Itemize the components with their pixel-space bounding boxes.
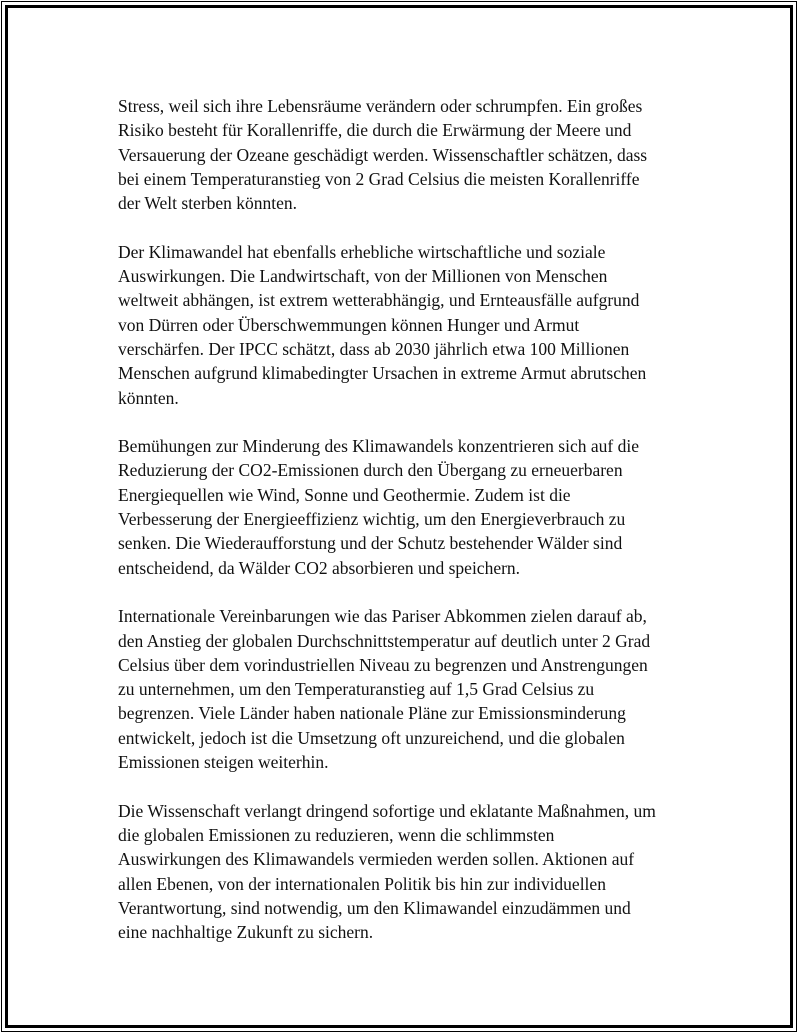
text-line: senken. Die Wiederaufforstung und der Schutz bestehender Wälder sind — [118, 533, 623, 554]
text-line: bei einem Temperaturanstieg von 2 Grad Celsius die meisten Korallenriffe — [118, 168, 640, 189]
paragraph-coral-reefs — [118, 94, 698, 215]
text-line: Bemühungen zur Minderung des Klimawandels konzentrieren sich auf die — [118, 436, 639, 457]
paragraph-call-to-action — [118, 799, 698, 945]
text-line: Emissionen steigen weiterhin. — [118, 752, 329, 773]
text-line: Celsius über dem vorindustriellen Niveau zu begrenzen und Anstrengungen — [118, 654, 648, 675]
text-line: Versauerung der Ozeane geschädigt werden. Wissenschaftler schätzen, dass — [118, 144, 648, 165]
paragraph-international-agreements — [118, 604, 698, 774]
text-line: begrenzen. Viele Länder haben nationale Pläne zur Emissionsminderung — [118, 703, 626, 724]
text-line: weltweit abhängen, ist extrem wetterabhängig, und Ernteausfälle aufgrund — [118, 290, 640, 311]
text-line: Risiko besteht für Korallenriffe, die durch die Erwärmung der Meere und — [118, 120, 632, 141]
paragraph-mitigation — [118, 434, 698, 580]
text-line: Energiequellen wie Wind, Sonne und Geothermie. Zudem ist die — [118, 484, 571, 505]
text-line: entscheidend, da Wälder CO2 absorbieren und speichern. — [118, 557, 521, 578]
text-line: Menschen aufgrund klimabedingter Ursachen in extreme Armut abrutschen — [118, 363, 647, 384]
text-line: Reduzierung der CO2-Emissionen durch den Übergang zu erneuerbaren — [118, 460, 623, 481]
paragraph-economic-impacts — [118, 240, 698, 410]
text-line: Auswirkungen. Die Landwirtschaft, von der Millionen von Menschen — [118, 266, 608, 287]
text-line: Der Klimawandel hat ebenfalls erhebliche wirtschaftliche und soziale — [118, 241, 606, 262]
text-line: der Welt sterben könnten. — [118, 193, 298, 214]
text-line: Auswirkungen des Klimawandels vermieden werden sollen. Aktionen auf — [118, 849, 635, 870]
document-body — [118, 94, 698, 969]
text-line: eine nachhaltige Zukunft zu sichern. — [118, 922, 374, 943]
text-line: verschärfen. Der IPCC schätzt, dass ab 2030 jährlich etwa 100 Millionen — [118, 338, 630, 359]
text-line: allen Ebenen, von der internationalen Politik bis hin zur individuellen — [118, 873, 606, 894]
text-line: Die Wissenschaft verlangt dringend sofortige und eklatante Maßnahmen, um — [118, 800, 656, 821]
text-line: von Dürren oder Überschwemmungen können Hunger und Armut — [118, 314, 580, 335]
text-line: den Anstieg der globalen Durchschnittstemperatur auf deutlich unter 2 Grad — [118, 630, 651, 651]
text-line: die globalen Emissionen zu reduzieren, wenn die schlimmsten — [118, 824, 555, 845]
text-line: entwickelt, jedoch ist die Umsetzung oft unzureichend, und die globalen — [118, 727, 625, 748]
text-line: Internationale Vereinbarungen wie das Pariser Abkommen zielen darauf ab, — [118, 606, 647, 627]
text-line: Stress, weil sich ihre Lebensräume verändern oder schrumpfen. Ein großes — [118, 96, 643, 116]
text-line: könnten. — [118, 387, 179, 408]
text-line: Verantwortung, sind notwendig, um den Klimawandel einzudämmen und — [118, 897, 631, 918]
text-line: Verbesserung der Energieeffizienz wichtig, um den Energieverbrauch zu — [118, 509, 626, 530]
text-line: zu unternehmen, um den Temperaturanstieg auf 1,5 Grad Celsius zu — [118, 679, 595, 700]
